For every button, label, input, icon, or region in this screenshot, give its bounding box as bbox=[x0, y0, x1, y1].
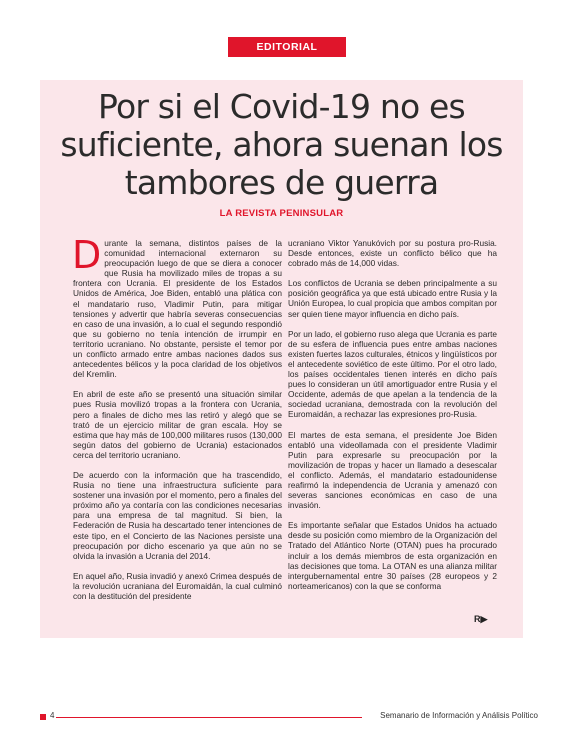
continue-arrow-icon: R▶ bbox=[474, 614, 488, 624]
article-column-left bbox=[72, 233, 282, 611]
paragraph: Durante la semana, distintos países de la comunidad internacional externaron su preocupación luego de que se diera a conocer que Rusia ha movilizado miles de tropas a su frontera con Ucrania. El presidente de los Estados Unidos de América, Joe Biden, entabló una plática con el mandatario ruso, Vladimir Putin, para mitigar tensiones y advertir que habría severas consecuencias en caso de una invasión, a lo cual el segundo respondió que su gobierno no tenía intención de irrumpir en territorio ucraniano. No obstante, persiste el temor por un conflicto armado entre ambas naciones dados sus antecedentes bélicos y la poca claridad de los objetivos del Kremlin. bbox=[72, 233, 282, 380]
publication-name: Semanario de Información y Análisis Político bbox=[380, 711, 538, 720]
paragraph: En aquel año, Rusia invadió y anexó Crimea después de la revolución ucraniana del Euromaidán, la cual culminó con la destitución del presidente bbox=[73, 570, 282, 601]
headline: Por si el Covid-19 no es suficiente, ahora suenan los tambores de guerra bbox=[60, 87, 503, 202]
paragraph: El martes de esta semana, el presidente Joe Biden entabló una videollamada con el presidente Vladimir Putin para expresarle su preocupación por la movilización de tropas y hacer un llamado a desescalar el conflicto. Además, el mandatario estadounidense reafirmó la independencia de Ucrania y amenazó con severas sanciones económicas en caso de una invasión. bbox=[288, 429, 497, 511]
paragraph: Es importante señalar que Estados Unidos ha actuado desde su posición como miembro de la Organización del Tratado del Atlántico Norte (OTAN) pues ha procurado incluir a los demás miembros de esta organización en las decisiones que toma. La OTAN es una alianza militar intergubernamental entre 30 países (28 europeos y 2 norteamericanos) con la que se conforma bbox=[288, 520, 497, 591]
paragraph: En abril de este año se presentó una situación similar pues Rusia movilizó tropas a la frontera con Ucrania, pero a finales de dicho mes las retiró y alegó que se trató de un ejercicio militar de gran escala. Hoy se estima que hay más de 100,000 militares rusos (130,000 según datos del gobierno de Ucrania) estacionados cerca del territorio ucraniano. bbox=[73, 389, 282, 460]
footer-square-icon bbox=[40, 714, 46, 720]
footer-rule bbox=[56, 717, 362, 718]
article-column-right bbox=[288, 238, 497, 601]
paragraph: ucraniano Viktor Yanukóvich por su postura pro-Rusia. Desde entonces, existe un conflicto bélico que ha cobrado más de 14,000 vidas. bbox=[288, 238, 497, 269]
byline: LA REVISTA PENINSULAR bbox=[219, 208, 344, 219]
paragraph: Por un lado, el gobierno ruso alega que Ucrania es parte de su esfera de influencia pues entre ambas naciones existen fuertes lazos culturales, étnicos y lingüísticos por el antecedente soviético de este último. Por el otro lado, los países occidentales tienen interés en dicho país pues lo consideran un útil amortiguador entre Rusia y el Occidente, además de que apelan a la tendencia de la sociedad ucraniana, demostrada con la revolución del Euromaidán, a rechazar las expresiones pro-Rusia. bbox=[288, 328, 497, 420]
paragraph: De acuerdo con la información que ha trascendido, Rusia no tiene una infraestructura suficiente para sostener una invasión por el momento, pero a finales del próximo año ya contaría con las condiciones necesarias para una empresa de tal magnitud. Si bien, la Federación de Rusia ha descartado tener intenciones de este tipo, en el Concierto de las Naciones persiste una preocupación por dicho escenario ya que aún no se olvida la invasión a Ucrania del 2014. bbox=[73, 469, 282, 561]
paragraph: Los conflictos de Ucrania se deben principalmente a su posición geográfica ya que está ubicado entre Rusia y la Unión Europea, lo cual propicia que ambos compitan por ser quien tiene mayor influencia en dicho país. bbox=[288, 278, 497, 319]
drop-cap: D bbox=[72, 233, 102, 277]
page-number: 4 bbox=[50, 711, 55, 720]
section-label: EDITORIAL bbox=[228, 37, 346, 57]
